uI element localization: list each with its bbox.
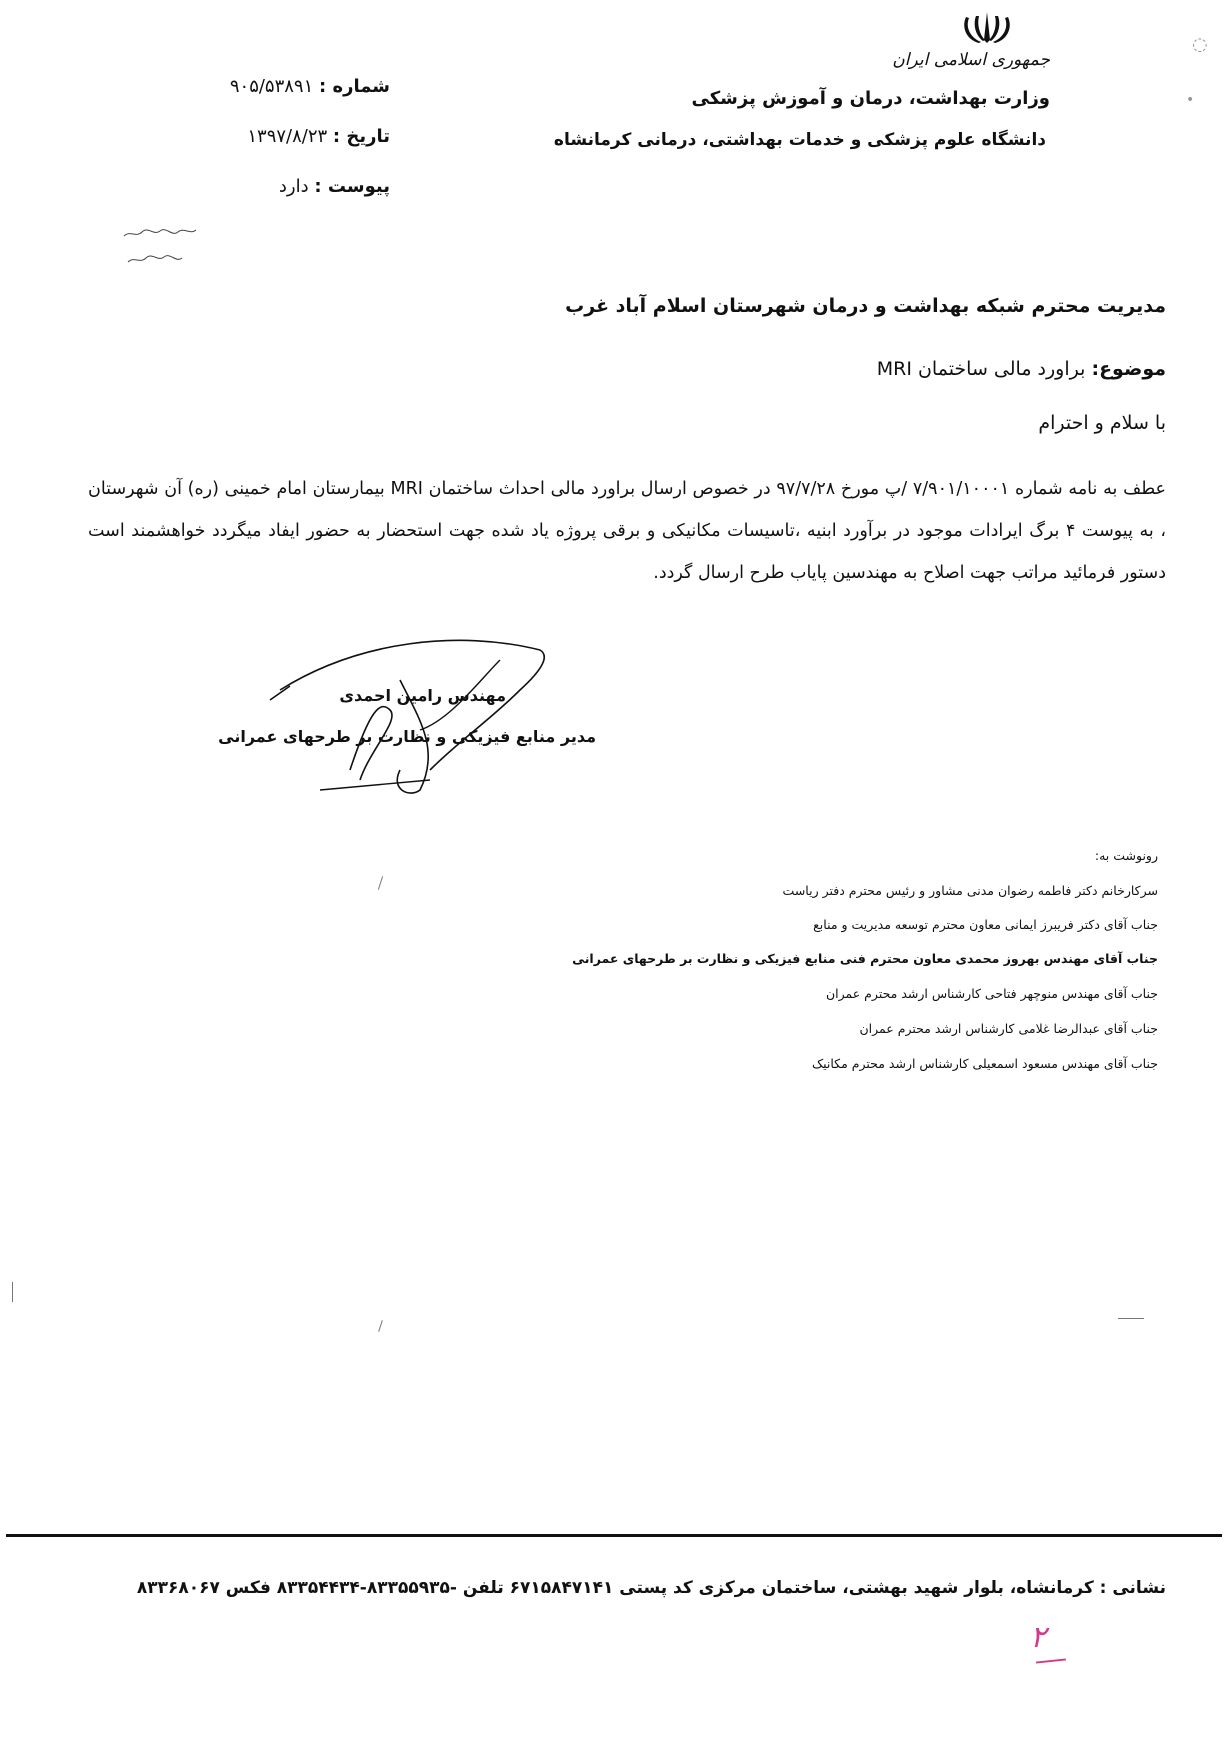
letter-body: عطف به نامه شماره ۷/۹۰۱/۱۰۰۰۱ /پ مورخ ۹۷/۷/۲۸ در خصوص ارسال براورد مالی احداث ساختمان MRI بیمارستان امام خمینی (ره) آن شهرستان ، به پیوست ۴ برگ ایرادات موجود در برآورد ابنیه ،تاسیسات مکانیکی و برقی پروژه یاد شده جهت استحضار به حضور ایفاد میگردد خواهشمند است دستور فرمائید مراتب جهت اصلاح به مهندسین پایاب طرح ارسال گردد. (88, 479, 1166, 583)
subject-line (877, 358, 1166, 380)
letter-number (100, 76, 390, 97)
signer-name: مهندس رامین احمدی (339, 686, 506, 705)
cc-list-item: جناب آقای مهندس منوچهر فتاحی کارشناس ارشد محترم عمران (825, 986, 1158, 1001)
margin-dot: • (1186, 92, 1195, 108)
letter-attachment (100, 176, 390, 197)
letter-attachment-value: دارد (278, 176, 309, 197)
footer-address: نشانی : کرمانشاه، بلوار شهید بهشتی، ساختمان مرکزی کد پستی ۶۷۱۵۸۴۷۱۴۱ تلفن -۸۳۳۵۵۹۳۵-۸۳۳۵۴۴۳۴ فکس ۸۳۳۶۸۰۶۷ (136, 1578, 1166, 1598)
letter-attachment-label: پیوست : (314, 176, 390, 197)
recipient-line: مدیریت محترم شبکه بهداشت و درمان شهرستان اسلام آباد غرب (565, 295, 1166, 317)
cc-list-item: سرکارخانم دکتر فاطمه رضوان مدنی مشاور و رئیس محترم دفتر ریاست (782, 883, 1158, 898)
scan-mark (378, 876, 383, 890)
cc-heading: رونوشت به: (1094, 848, 1158, 863)
handwritten-note (120, 222, 210, 272)
subject-label: موضوع: (1091, 358, 1166, 380)
letter-date (100, 126, 390, 147)
letter-number-label: شماره : (319, 76, 390, 97)
scan-mark (378, 1320, 383, 1332)
subject-value: براورد مالی ساختمان MRI (876, 358, 1086, 380)
cc-list-item: جناب آقای عبدالرضا غلامی کارشناس ارشد محترم عمران (859, 1021, 1158, 1036)
cc-list-item: جناب آقای مهندس مسعود اسمعیلی کارشناس ارشد محترم مکانیک (811, 1056, 1158, 1071)
iran-emblem-icon (955, 10, 1019, 44)
margin-mark: ◌ (1192, 34, 1208, 55)
ministry-name: وزارت بهداشت، درمان و آموزش پزشکی (691, 88, 1050, 109)
page-number-underline (1036, 1658, 1066, 1663)
scan-mark (12, 1282, 13, 1302)
cc-list-item: جناب آقای مهندس بهروز محمدی معاون محترم فنی منابع فیزیکی و نظارت بر طرحهای عمرانی (572, 951, 1158, 966)
scan-mark (1118, 1318, 1144, 1319)
greeting: با سلام و احترام (1038, 412, 1166, 434)
cc-list-item: جناب آقای دکتر فریبرز ایمانی معاون محترم توسعه مدیریت و منابع (813, 917, 1158, 932)
emblem-caption: جمهوری اسلامی ایران (892, 50, 1050, 70)
letter-date-value: ۱۳۹۷/۸/۲۳ (247, 126, 328, 147)
letter-number-value: ۹۰۵/۵۳۸۹۱ (229, 76, 314, 97)
signer-title: مدیر منابع فیزیکی و نظارت بر طرحهای عمرانی (218, 727, 596, 746)
handwritten-signature (250, 620, 580, 800)
page-number-mark: ۲ (1030, 1620, 1047, 1655)
footer-divider (6, 1534, 1222, 1537)
letter-date-label: تاریخ : (332, 126, 390, 147)
university-name: دانشگاه علوم پزشکی و خدمات بهداشتی، درمانی کرمانشاه (553, 130, 1046, 150)
